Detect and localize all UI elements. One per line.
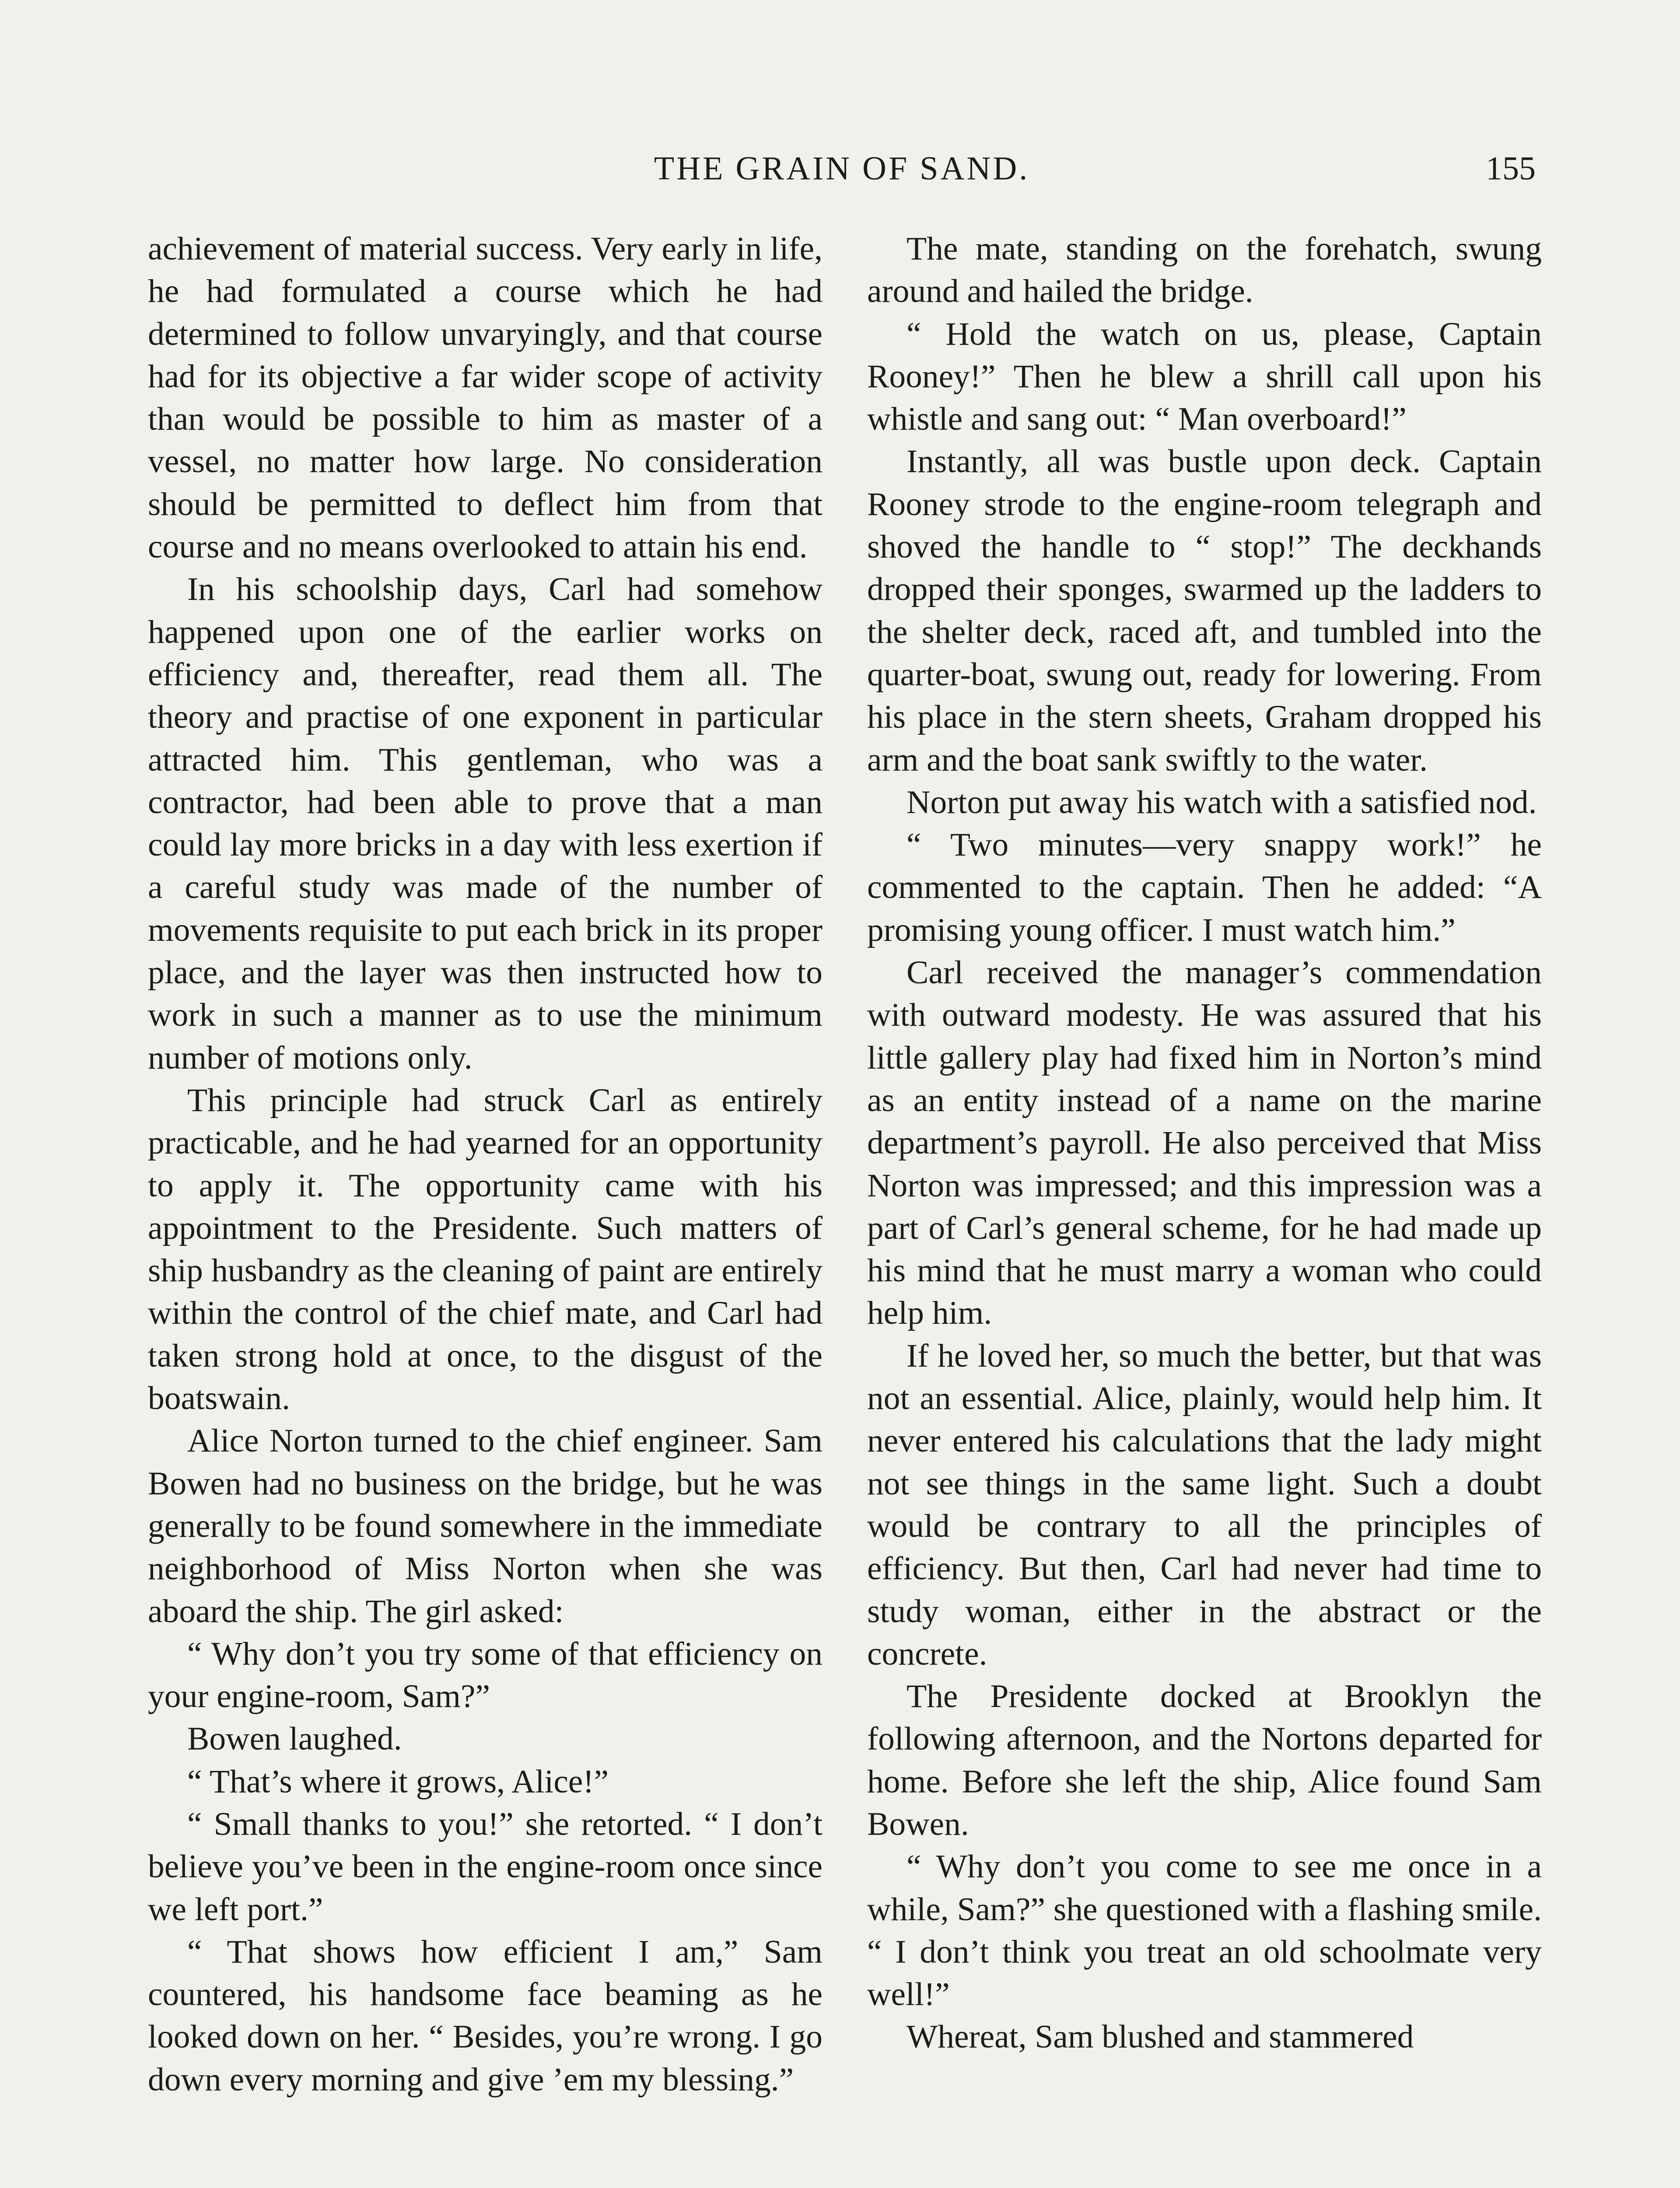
paragraph: Carl received the manager’s commendation with outward modesty. He was assured that his little gallery play had fixed him in Norton’s mind as an entity instead of a name on the marine department’s payroll. He also perceived that Miss Norton was impressed; and this impression was a part of Carl’s general scheme, for he had made up his mind that he must marry a woman who could help him.	[867, 954, 1542, 1332]
paragraph: “ Why don’t you try some of that efficiency on your engine-room, Sam?”	[148, 1635, 822, 1715]
paragraph: “ That shows how efficient I am,” Sam countered, his handsome face beaming as he looked down on her. “ Besides, you’re wrong. I go down every morning and give ’em my blessing.”	[148, 1933, 822, 2098]
page-number: 155	[1486, 150, 1536, 187]
paragraph: achievement of material success. Very early in life, he had formulated a course which he had determined to follow unvaryingly, and that course had for its objective a far wider scope of activity than would be possible to him as master of a vessel, no matter how large. No consideration should be permitted to deflect him from that course and no means overlooked to attain his end.	[148, 231, 822, 565]
paragraph: “ Two minutes—very snappy work!” he commented to the captain. Then he added: “A promising young officer. I must watch him.”	[867, 827, 1542, 948]
paragraph: “ That’s where it grows, Alice!”	[187, 1763, 609, 1800]
paragraph: “ Hold the watch on us, please, Captain Rooney!” Then he blew a shrill call upon his whistle and sang out: “ Man overboard!”	[867, 316, 1542, 438]
paragraph: Bowen laughed.	[187, 1721, 402, 1757]
paragraph: “ Why don’t you come to see me once in a while, Sam?” she questioned with a flashing smile. “ I don’t think you treat an old schoolmate very well!”	[867, 1848, 1542, 2013]
right-column	[867, 228, 1542, 2058]
left-column	[148, 228, 822, 2101]
paragraph: Norton put away his watch with a satisfied nod.	[906, 784, 1537, 820]
paragraph: If he loved her, so much the better, but that was not an essential. Alice, plainly, would help him. It never entered his calculations that the lady might not see things in the same light. Such a doubt would be contrary to all the principles of efficiency. But then, Carl had never had time to study woman, either in the abstract or the concrete.	[867, 1337, 1542, 1672]
page-header	[148, 144, 1536, 193]
paragraph: The Presidente docked at Brooklyn the following afternoon, and the Nortons departed for home. Before she left the ship, Alice found Sam Bowen.	[867, 1678, 1542, 1842]
paragraph: This principle had struck Carl as entirely practicable, and he had yearned for an opportunity to apply it. The opportunity came with his appointment to the Presidente. Such matters of ship husbandry as the cleaning of paint are entirely within the control of the chief mate, and Carl had taken strong hold at once, to the disgust of the boatswain.	[148, 1082, 822, 1417]
paragraph: Instantly, all was bustle upon deck. Captain Rooney strode to the engine-room telegraph and shoved the handle to “ stop!” The deckhands dropped their sponges, swarmed up the ladders to the shelter deck, raced aft, and tumbled into the quarter-boat, swung out, ready for lowering. From his place in the stern sheets, Graham dropped his arm and the boat sank swiftly to the water.	[867, 443, 1542, 778]
paragraph: Whereat, Sam blushed and stammered	[906, 2019, 1414, 2055]
running-title: THE GRAIN OF SAND.	[654, 150, 1030, 187]
paragraph: Alice Norton turned to the chief engineer. Sam Bowen had no business on the bridge, but he was generally to be found somewhere in the immediate neighborhood of Miss Norton when she was aboard the ship. The girl asked:	[148, 1423, 822, 1630]
paragraph: The mate, standing on the forehatch, swung around and hailed the bridge.	[867, 231, 1542, 310]
paragraph: “ Small thanks to you!” she retorted. “ I don’t believe you’ve been in the engine-room once since we left port.”	[148, 1806, 822, 1928]
paragraph: In his schoolship days, Carl had somehow happened upon one of the earlier works on efficiency and, thereafter, read them all. The theory and practise of one exponent in particular attracted him. This gentleman, who was a contractor, had been able to prove that a man could lay more bricks in a day with less exertion if a careful study was made of the number of movements requisite to put each brick in its proper place, and the layer was then instructed how to work in such a manner as to use the minimum number of motions only.	[148, 571, 822, 1076]
